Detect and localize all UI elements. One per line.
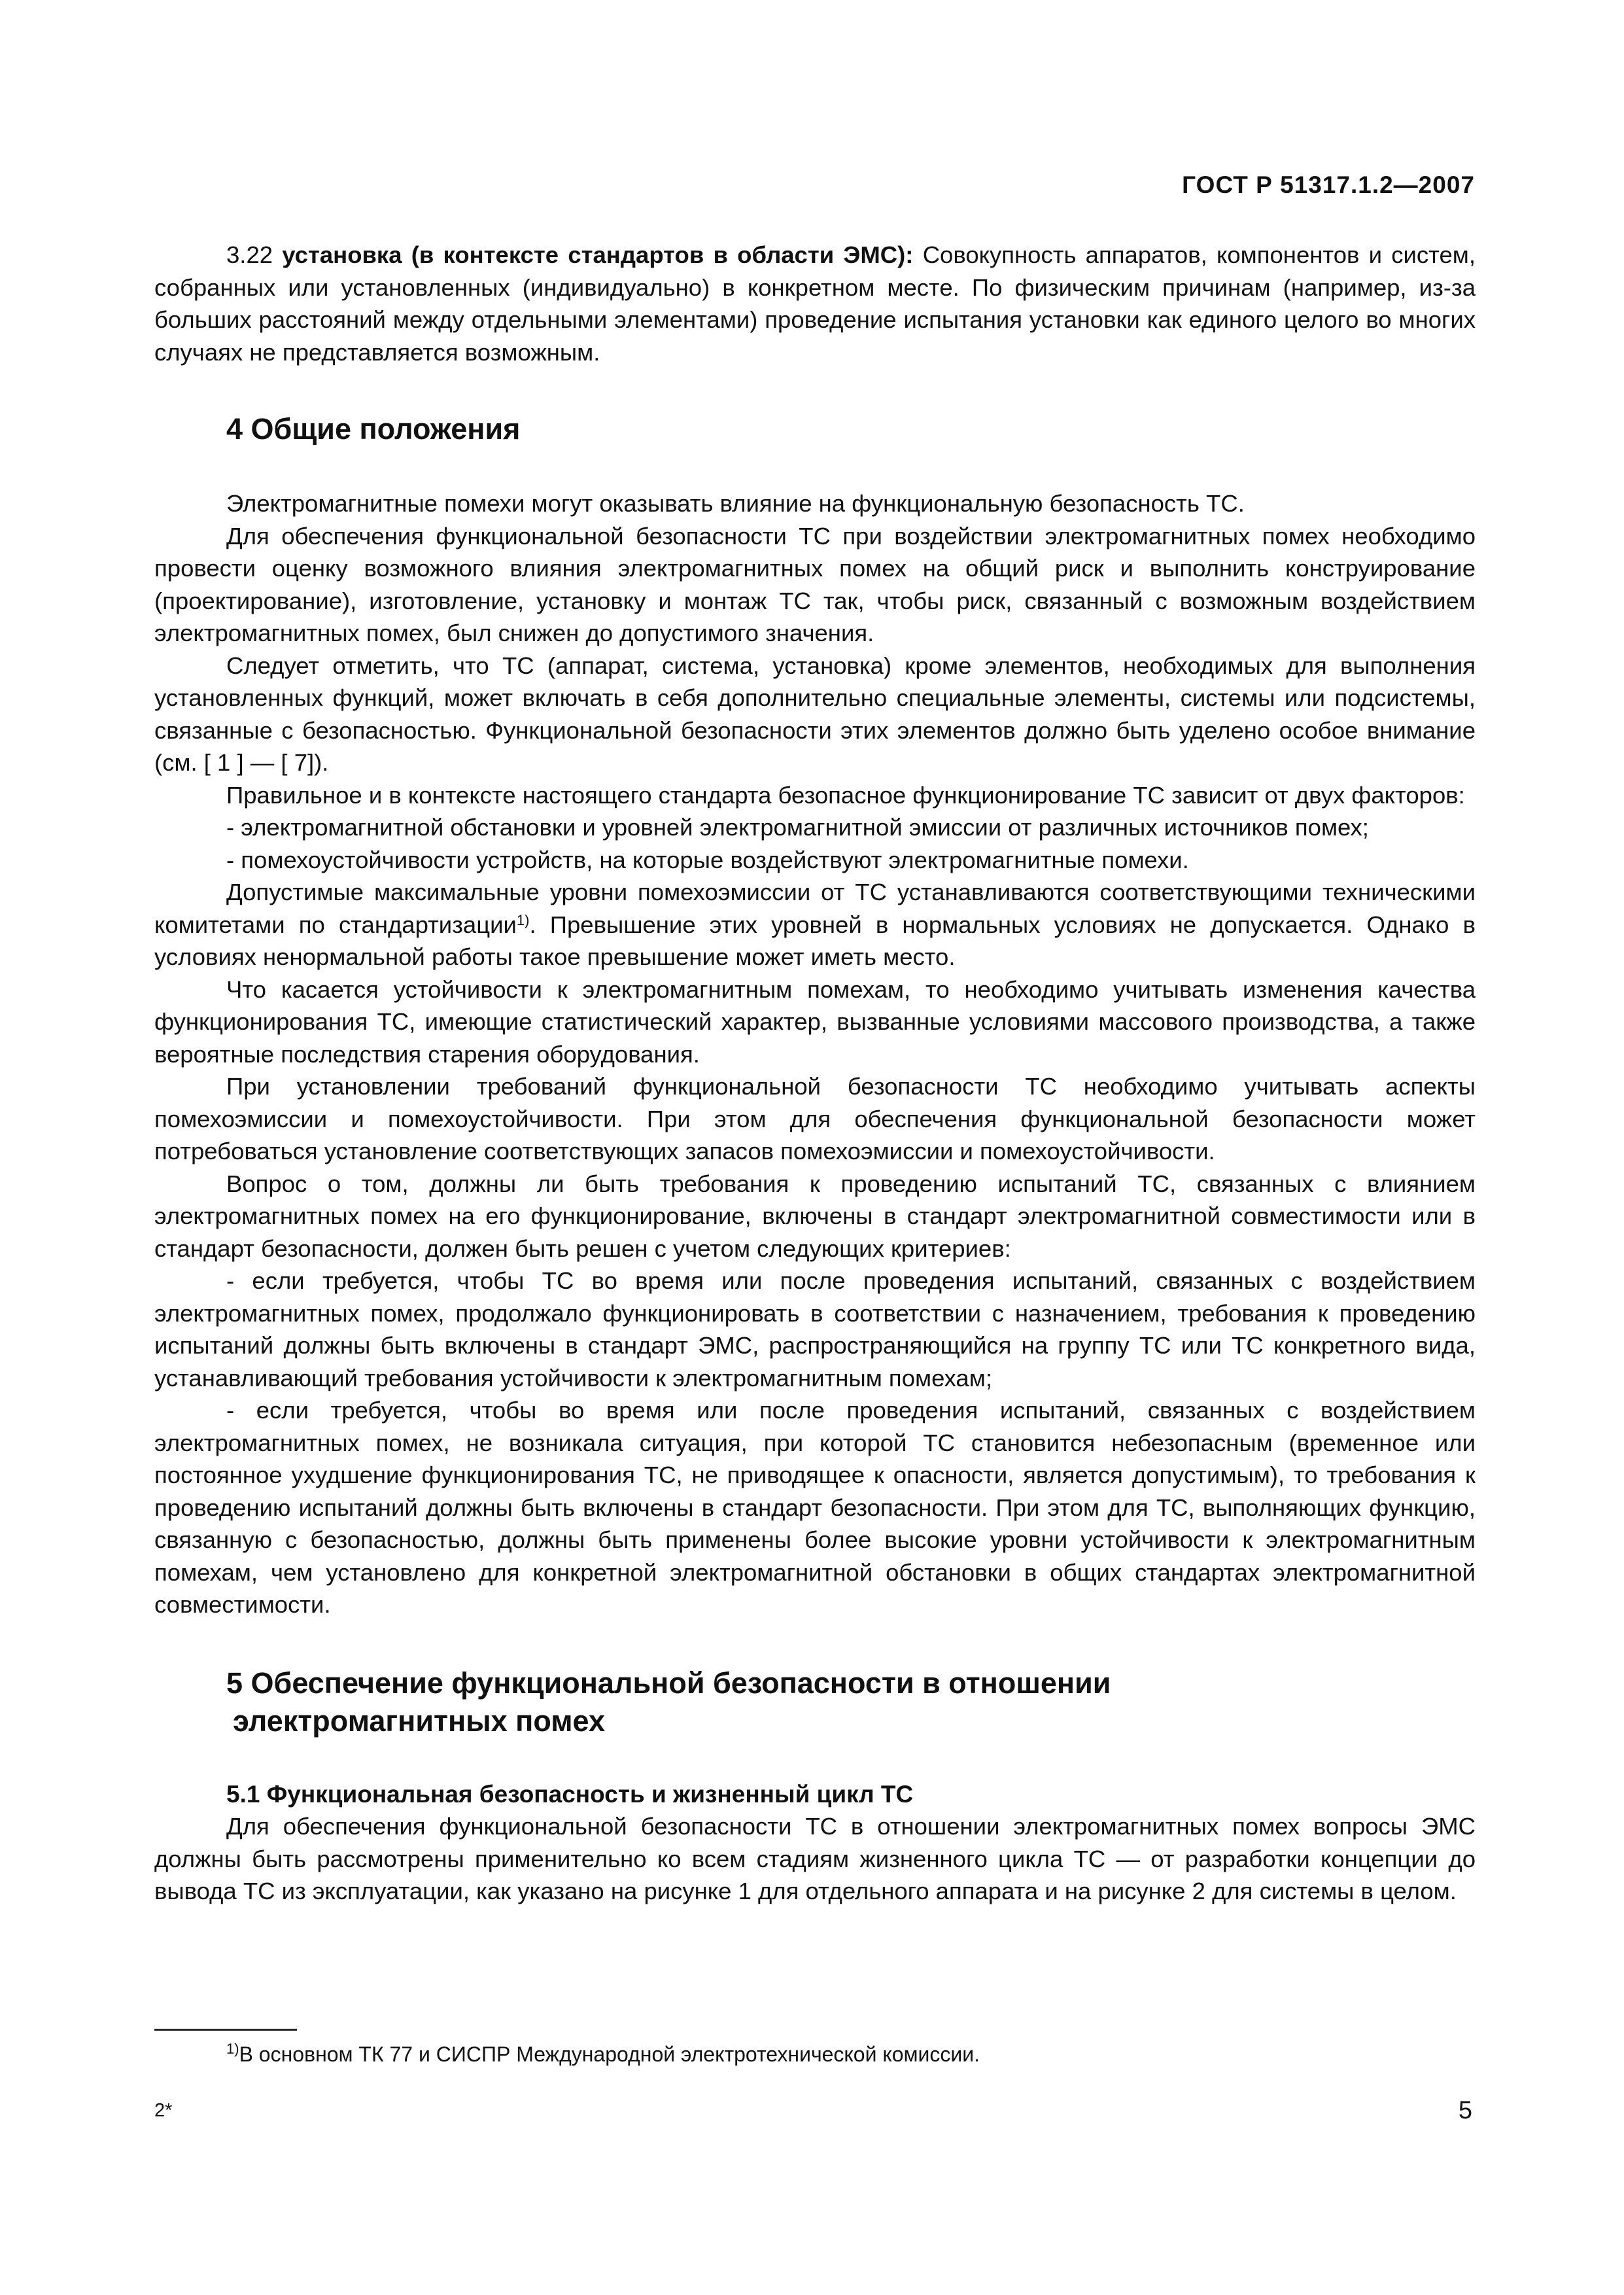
footnote-mark: 1)	[226, 2041, 239, 2057]
paragraph: При установлении требований функциональной безопасности ТС необходимо учитывать аспекты помехоэмиссии и помехоустойчивости. При этом для обеспечения функциональной безопасности может потребоваться установление соответствующих запасов помехоэмиссии и помехоустойчивости.	[154, 1073, 1476, 1165]
list-item: - если требуется, чтобы ТС во время или после проведения испытаний, связанных с воздействием электромагнитных помех, продолжало функционировать в соответствии с назначением, требования к проведению испытаний должны быть включены в стандарт ЭМС, распространяющийся на группу ТС или ТС конкретного вида, устанавливающий требования устойчивости к электромагнитным помехам;	[154, 1267, 1476, 1392]
paragraph: Для обеспечения функциональной безопасности ТС при воздействии электромагнитных помех необходимо провести оценку возможного влияния электромагнитных помех на общий риск и выполнить конструирование (проектирование), изготовление, установку и монтаж ТС так, чтобы риск, связанный с возможным воздействием электромагнитных помех, был снижен до допустимого значения.	[154, 522, 1476, 646]
paragraph-emission-limits	[154, 876, 1476, 973]
section-5-heading-line1: 5 Обеспечение функциональной безопасности в отношении	[226, 1666, 1111, 1700]
paragraph: Что касается устойчивости к электромагнитным помехам, то необходимо учитывать изменения качества функционирования ТС, имеющие статистический характер, вызванные условиями массового производства, а также вероятные последствия старения оборудования.	[154, 975, 1476, 1068]
paragraph: Для обеспечения функциональной безопасности ТС в отношении электромагнитных помех вопросы ЭМС должны быть рассмотрены применительно ко всем стадиям жизненного цикла ТС — от разработки концепции до вывода ТС из эксплуатации, как указано на рисунке 1 для отдельного аппарата и на рисунке 2 для системы в целом.	[154, 1813, 1476, 1904]
footnote-text: В основном ТК 77 и СИСПР Международной электротехнической комиссии.	[239, 2042, 980, 2066]
document-body	[154, 239, 1476, 1908]
subsection-5-1-heading: 5.1 Функциональная безопасность и жизненный цикл ТС	[226, 1780, 914, 1808]
paragraph: Вопрос о том, должны ли быть требования к проведению испытаний ТС, связанных с влиянием электромагнитных помех на его функционирование, включены в стандарт электромагнитной совместимости или в стандарт безопасности, должен быть решен с учетом следующих критериев:	[154, 1170, 1476, 1262]
list-item: - помехоустойчивости устройств, на которые воздействуют электромагнитные помехи.	[226, 846, 1189, 873]
list-item: - если требуется, чтобы во время или после проведения испытаний, связанных с воздействием электромагнитных помех, не возникала ситуация, при которой ТС становится небезопасным (временное или постоянное ухудшение функционирования ТС, не приводящее к опасности, является допустимым), то требования к проведению испытаний должны быть включены в стандарт безопасности. При этом для ТС, выполняющих функцию, связанную с безопасностью, должны быть применены более высокие уровни устойчивости к электромагнитным помехам, чем установлено для конкретной электромагнитной обстановки в общих стандартах электромагнитной совместимости.	[154, 1397, 1476, 1618]
footnote	[226, 2040, 980, 2069]
footnote-divider	[154, 2029, 297, 2031]
term-heading: установка (в контексте стандартов в области ЭМС):	[282, 241, 914, 268]
page-number: 5	[1458, 2097, 1472, 2124]
list-item: - электромагнитной обстановки и уровней электромагнитной эмиссии от различных источников помех;	[226, 814, 1369, 841]
paragraph-text: . Превышение этих уровней в нормальных условиях не допускается. Однако в условиях ненормальной работы такое превышение может иметь место.	[154, 911, 1476, 970]
paragraph: Электромагнитные помехи могут оказывать влияние на функциональную безопасность ТС.	[226, 490, 1245, 517]
sheet-mark: 2*	[154, 2100, 173, 2121]
standard-code: ГОСТ Р 51317.1.2—2007	[1182, 171, 1475, 198]
footnote-reference: 1)	[516, 911, 530, 928]
section-5-heading	[226, 1664, 1476, 1740]
clause-3-22	[154, 239, 1476, 368]
section-5-heading-line2: электромагнитных помех	[233, 1704, 606, 1738]
section-4-heading: 4 Общие положения	[226, 412, 521, 446]
paragraph-text: Допустимые максимальные уровни помехоэмиссии от ТС устанавливаются соответствующими техническими комитетами по стандартизации	[154, 879, 1476, 938]
paragraph: Правильное и в контексте настоящего стандарта безопасное функционирование ТС зависит от двух факторов:	[226, 781, 1465, 809]
clause-number: 3.22	[226, 241, 273, 268]
term-definition: Совокупность аппаратов, компонентов и систем, собранных или установленных (индивидуально) в конкретном месте. По физическим причинам (например, из-за больших расстояний между отдельными элементами) проведение испытания установки как единого целого во многих случаях не представляется возможным.	[154, 241, 1476, 366]
paragraph: Следует отметить, что ТС (аппарат, система, установка) кроме элементов, необходимых для выполнения установленных функций, может включать в себя дополнительно специальные элементы, системы или подсистемы, связанные с безопасностью. Функциональной безопасности этих элементов должно быть уделено особое внимание (см. [ 1 ] — [ 7]).	[154, 652, 1476, 776]
